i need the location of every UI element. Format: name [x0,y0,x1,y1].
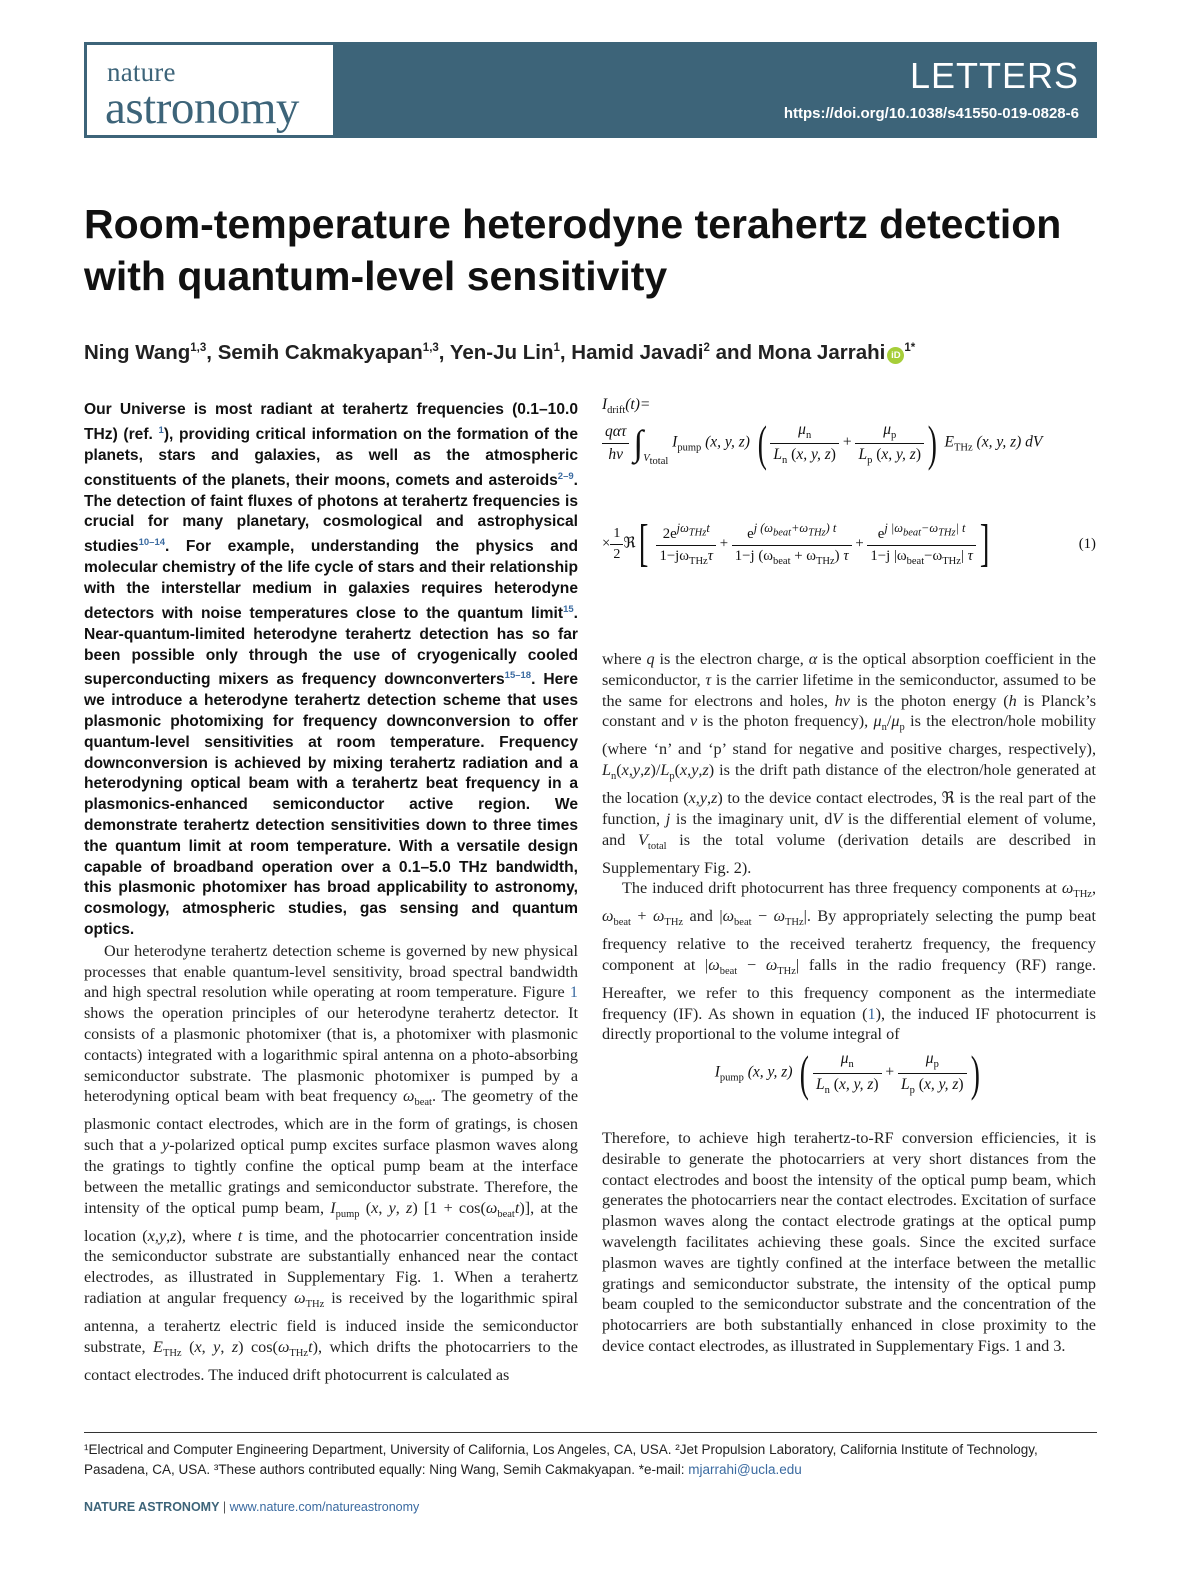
affiliation-footnotes: ¹Electrical and Computer Engineering Department, University of California, Los Angeles, CA, USA. ²Jet Propulsion Laboratory, California Institute of Technology, Pasadena, CA, USA. ³These authors contributed equally: Ning Wang, Semih Cakmakyapan. *e-mail: mjarrahi@ucla.edu [84,1442,1038,1477]
orcid-icon[interactable]: iD [887,347,904,364]
logo-astronomy-text: astronomy [105,82,299,134]
citation-link[interactable]: 15–18 [504,670,532,682]
author-affiliation: 1,3 [190,342,207,354]
email-link[interactable]: mjarrahi@ucla.edu [688,1462,802,1477]
abstract: Our Universe is most radiant at terahertz frequencies (0.1–10.0 THz) (ref. $^1$), providing critical information on the formation of the planets, stars and galaxies, as well as the atmospheric constituents of the planets, their moons, comets and asteroids$^{2-9}$. The detection of faint fluxes of photons at terahertz frequencies is crucial for many planetary, cosmological and astrophysical studies$^{10-14}$. For example, understanding the physics and molecular chemistry of the life cycle of stars and their relationship with the interstellar medium in galaxies requires heterodyne detectors with noise temperatures close to the quantum limit$^{15}$. Near-quantum-limited heterodyne terahertz detection has so far been possible only through the use of cryogenically cooled superconducting mixers as frequency downconverters$^{15-18}$. Here we introduce a heterodyne terahertz detection scheme that uses plasmonic photomixing for frequency downconversion to offer quantum-level sensitivities at room temperature. Frequency downconversion is achieved by mixing terahertz radiation and a heterodyning optical beam with a terahertz beat frequency in a plasmonics-enhanced semiconductor active region. We demonstrate terahertz detection sensitivities down to three times the quantum limit at room temperature. With a versatile design capable of broadband operation over a 0.1–5.0 THz bandwidth, this plasmonic photomixer has broad applicability to astronomy, cosmology, atmospheric studies, gas sensing and quantum optics. [84,401,579,939]
footer-journal: NATURE ASTRONOMY [84,1500,220,1514]
left-column [84,400,578,1386]
equation-1-line1: $\frac{\text{qατ}}{h\nu}$ $\int_{V_{total}}$ $I_{pump}$ (x, y, z) ( $\frac{\mu_n}{L_n (x, y, z)}$ + $\frac{\mu_p}{L_p (x, y, z)}$ ) $E_{THz}$ (x, y, z) dV [602,418,1096,468]
author-name[interactable]: Semih Cakmakyapan [217,340,423,364]
equation-1-lhs: $I_{drift}(t)=$ [602,396,651,417]
author-list: Ning Wang$^{1,3}$, Semih Cakmakyapan$^{1,3}$, Yen-Ju Lin$^1$, Hamid Javadi$^2$ and Mona Jarrahi $iD^{1*}$ [84,340,916,364]
author-name[interactable]: Ning Wang [84,340,191,364]
body-paragraph: Therefore, to achieve high terahertz-to-RF conversion efficiencies, it is desirable to generate the photocarriers at very short distances from the contact electrodes and boost the intensity of the optical pump beam, which generates the photocarriers near the contact electrodes. Excitation of surface plasmon waves along the contact electrode gratings at the optical pump wavelength facilitates achieving these goals. Since the excited surface plasmon waves are tightly confined at the interface between the metallic gratings and semiconductor substrate, the intensity of the optical pump beam coupled to the semiconductor substrate and the concentration of the photocarriers are both substantially enhanced in close proximity to the device contact electrodes, as illustrated in Supplementary Figs. 1 and 3. [602,1129,1096,1355]
equation-2: $I_{pump}$ (x, y, z) ( $\frac{\mu_n}{L_n (x, y, z)}$ + $\frac{\mu_p}{L_p (x, y, z)}$ ) [714,1045,980,1101]
masthead [84,42,1097,138]
section-label: LETTERS [909,55,1079,96]
journal-logo[interactable] [84,42,336,138]
page-footer: NATURE ASTRONOMY | www.nature.com/natureastronomy [84,1500,420,1514]
body-paragraph: The induced drift photocurrent has three frequency components at $\omega_{THz}$, $\omega_{beat} + \omega_{THz}$ and $|\omega_{beat} - \omega_{THz}|$. By appropriately selecting the pump beat frequency relative to the received terahertz frequency, the frequency component at $|\omega_{beat} - \omega_{THz}|$ falls in the radio frequency (RF) range. Hereafter, we refer to this frequency component as the intermediate frequency (IF). As shown in equation (1), the induced IF photocurrent is directly proportional to the volume integral of [602,879,1096,1044]
author-affiliation: 2 [703,342,710,354]
article-title: Room-temperature heterodyne terahertz detection with quantum-level sensitivity [84,201,1062,299]
integral-symbol: ∫ [633,423,644,464]
author-affiliation: 1 [553,342,560,354]
citation-link[interactable]: 2–9 [557,470,574,482]
footnote-divider [84,1432,1097,1433]
logo-nature-text: nature [107,57,176,87]
equation-number: (1) [1078,536,1096,552]
journal-url-link[interactable]: www.nature.com/natureastronomy [229,1500,420,1514]
citation-link[interactable]: 10–14 [138,537,166,549]
equation-link[interactable]: 1 [867,1004,876,1023]
author-name[interactable]: Yen-Ju Lin [449,340,554,364]
body-paragraph: Our heterodyne terahertz detection scheme is governed by new physical processes that enable quantum-level sensitivity, broad spectral bandwidth and high spectral resolution while operating at room temperature. Figure 1 shows the operation principles of our heterodyne terahertz detector. It consists of a plasmonic photomixer (that is, a photomixer with plasmonic contacts) integrated with a logarithmic spiral antenna on a photo-absorbing semiconductor substrate. The plasmonic photomixer is pumped by a heterodyning optical beam with beat frequency $\omega_{beat}$. The geometry of the plasmonic contact electrodes, which are in the form of gratings, is chosen such that a y-polarized optical pump excites surface plasmon waves along the gratings to tightly confine the optical pump beam at the interface between the metallic gratings and semiconductor substrate. Therefore, the intensity of the optical pump beam, $I_{pump}$ (x, y, z) $[1 + \cos(\omega_{beat}t)]$, at the location (x,y,z), where t is time, and the photocarrier concentration inside the semiconductor substrate are substantially enhanced near the contact electrodes, as illustrated in Supplementary Fig. 1. When a terahertz radiation at angular frequency $\omega_{THz}$ is received by the logarithmic spiral antenna, a terahertz electric field is induced inside the semiconductor substrate, $E_{THz}$ (x, y, z) $\cos(\omega_{THz}t)$, which drifts the photocarriers to the contact electrodes. The induced drift photocurrent is calculated as [84,941,579,1384]
equation-1-line2: × $\frac{1}{2}$ ℜ[ $\frac{2e^{j\omega_{THz}t}}{1-j\omega_{THz}\tau}$ + $\frac{e^{j (\omega_{beat}+\omega_{THz}) t}}{1-j (\omega_{beat} + \omega_{THz}) \tau}$ + $\frac{e^{j |\omega_{beat}-\omega_{THz}| t}}{1-j |\omega_{beat}-\omega_{THz}| \tau}$ ] (1) [602,515,1096,572]
author-affiliation: 1* [904,342,916,354]
citation-link[interactable]: 15 [563,603,574,615]
figure-link[interactable]: 1 [569,983,578,1002]
masthead-bar [336,42,1097,138]
equation-1 [602,396,1096,472]
doi-link[interactable]: https://doi.org/10.1038/s41550-019-0828-6 [783,105,1079,122]
body-paragraph: where q is the electron charge, α is the optical absorption coefficient in the semiconductor, τ is the carrier lifetime in the semiconductor, assumed to be the same for electrons and holes, hν is the photon energy (h is Planck’s constant and ν is the photon frequency), $\mu_n/\mu_p$ is the electron/hole mobility (where ‘n’ and ‘p’ stand for negative and positive charges, respectively), $L_n(x,y,z)/L_p(x,y,z)$ is the drift path distance of the electron/hole generated at the location (x,y,z) to the device contact electrodes, ℜ is the real part of the function, j is the imaginary unit, dV is the differential element of volume, and $V_{total}$ is the total volume (derivation details are described in Supplementary Fig. 2). [602,650,1097,877]
citation-link[interactable]: 1 [158,424,164,436]
author-name[interactable]: Mona Jarrahi [757,340,886,364]
author-name[interactable]: Hamid Javadi [571,340,704,364]
author-affiliation: 1,3 [422,342,439,354]
